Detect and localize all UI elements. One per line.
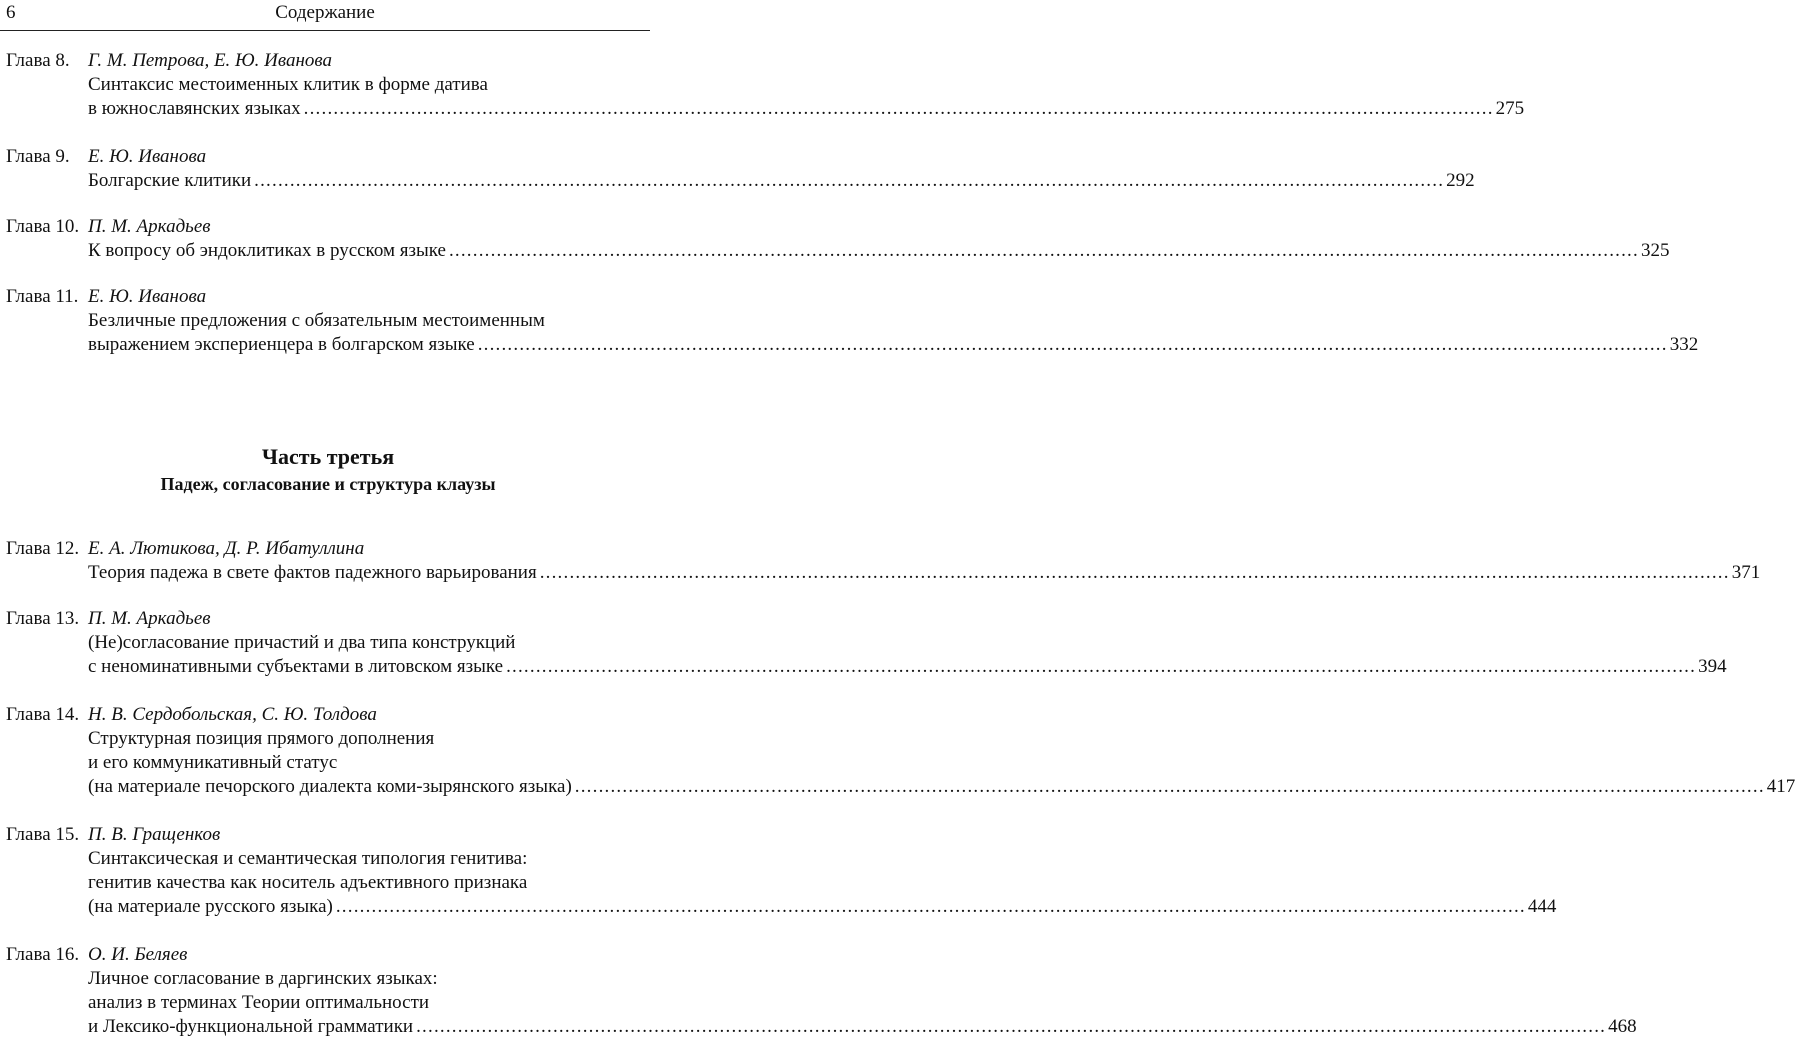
chapter-label: Глава 12. (6, 538, 80, 559)
chapter-title-text: в южнославянских языках (88, 98, 301, 119)
chapter-authors: Е. Ю. Иванова (88, 146, 207, 167)
chapter-authors: О. И. Беляев (88, 944, 188, 965)
chapter-label: Глава 13. (6, 608, 80, 629)
entry-heading (6, 822, 220, 848)
dot-leader: ........................................................................................................................................................................................................ (477, 334, 1668, 355)
chapter-title-text: и Лексико-функциональной грамматики (88, 1016, 414, 1037)
chapter-label: Глава 9. (6, 146, 70, 167)
entry-heading (6, 144, 206, 170)
chapter-title-text: с неноминативными субъектами в литовском языке (88, 656, 504, 677)
chapter-page-number: 325 (1640, 240, 1670, 261)
chapter-page-number: 394 (1698, 656, 1727, 677)
chapter-authors: П. М. Аркадьев (88, 608, 211, 629)
dot-leader: ........................................................................................................................................................................................................ (539, 562, 1730, 583)
chapter-authors: Н. В. Сердобольская, С. Ю. Толдова (88, 704, 377, 725)
chapter-authors: П. В. Гращенков (88, 824, 221, 845)
chapter-label: Глава 10. (6, 216, 80, 237)
running-head: Содержание (275, 2, 375, 23)
chapter-title-line: (Не)согласование причастий и два типа конструкций (88, 632, 516, 653)
chapter-title-text: К вопросу об эндоклитиках в русском языке (88, 240, 446, 261)
chapter-page-number: 417 (1766, 776, 1795, 797)
chapter-title-text: Болгарские клитики (88, 170, 252, 191)
dot-leader: ........................................................................................................................................................................................................ (335, 896, 1526, 917)
chapter-title-line: анализ в терминах Теории оптимальности (88, 992, 430, 1013)
chapter-title-text: Теория падежа в свете фактов падежного варьирования (88, 562, 537, 583)
dot-leader: ........................................................................................................................................................................................................ (254, 170, 1445, 191)
chapter-title-line: Синтаксис местоименных клитик в форме датива (88, 74, 488, 95)
entry-heading (6, 942, 187, 968)
entry-heading (6, 606, 211, 632)
chapter-title-last-line (88, 560, 1761, 586)
chapter-label: Глава 8. (6, 50, 70, 71)
chapter-label: Глава 14. (6, 704, 80, 725)
chapter-title-line: Личное согласование в даргинских языках: (88, 968, 438, 989)
chapter-authors: Г. М. Петрова, Е. Ю. Иванова (88, 50, 333, 71)
chapter-title-text: (на материале русского языка) (88, 896, 333, 917)
chapter-page-number: 275 (1495, 98, 1525, 119)
chapter-label: Глава 11. (6, 286, 79, 307)
entry-heading (6, 284, 206, 310)
chapter-page-number: 371 (1731, 562, 1761, 583)
page-number: 6 (6, 2, 16, 23)
chapter-label: Глава 15. (6, 824, 80, 845)
chapter-page-number: 332 (1669, 334, 1699, 355)
chapter-title-last-line (88, 894, 1557, 920)
chapter-title-text: (на материале печорского диалекта коми-зырянского языка) (88, 776, 572, 797)
chapter-label: Глава 16. (6, 944, 80, 965)
chapter-authors: П. М. Аркадьев (88, 216, 211, 237)
chapter-authors: Е. А. Лютикова, Д. Р. Ибатуллина (88, 538, 365, 559)
dot-leader: ........................................................................................................................................................................................................ (506, 656, 1697, 677)
dot-leader: ........................................................................................................................................................................................................ (416, 1016, 1607, 1037)
chapter-title-last-line (88, 654, 1727, 680)
chapter-title-last-line (88, 1014, 1637, 1040)
chapter-page-number: 468 (1608, 1016, 1637, 1037)
part-title: Часть третья (261, 444, 395, 469)
dot-leader: ........................................................................................................................................................................................................ (448, 240, 1639, 261)
chapter-title-text: выражением экспериенцера в болгарском языке (88, 334, 475, 355)
chapter-page-number: 444 (1527, 896, 1557, 917)
dot-leader: ........................................................................................................................................................................................................ (303, 98, 1494, 119)
entry-heading (6, 214, 211, 240)
chapter-title-line: Безличные предложения с обязательным местоименным (88, 310, 545, 331)
chapter-title-line: и его коммуникативный статус (88, 752, 338, 773)
chapter-title-line: Синтаксическая и семантическая типология генитива: (88, 848, 528, 869)
chapter-title-line: Структурная позиция прямого дополнения (88, 728, 435, 749)
entry-heading (6, 48, 332, 74)
chapter-title-last-line (88, 774, 1795, 800)
chapter-title-last-line (88, 96, 1525, 122)
chapter-title-last-line (88, 332, 1699, 358)
chapter-title-last-line (88, 238, 1670, 264)
chapter-title-line: генитив качества как носитель адъективного признака (88, 872, 528, 893)
entry-heading (6, 702, 377, 728)
dot-leader: ........................................................................................................................................................................................................ (574, 776, 1765, 797)
entry-heading (6, 536, 364, 562)
part-subtitle: Падеж, согласование и структура клаузы (160, 474, 496, 494)
chapter-title-last-line (88, 168, 1475, 194)
chapter-authors: Е. Ю. Иванова (88, 286, 207, 307)
chapter-page-number: 292 (1446, 170, 1475, 191)
page-header (0, 0, 650, 31)
